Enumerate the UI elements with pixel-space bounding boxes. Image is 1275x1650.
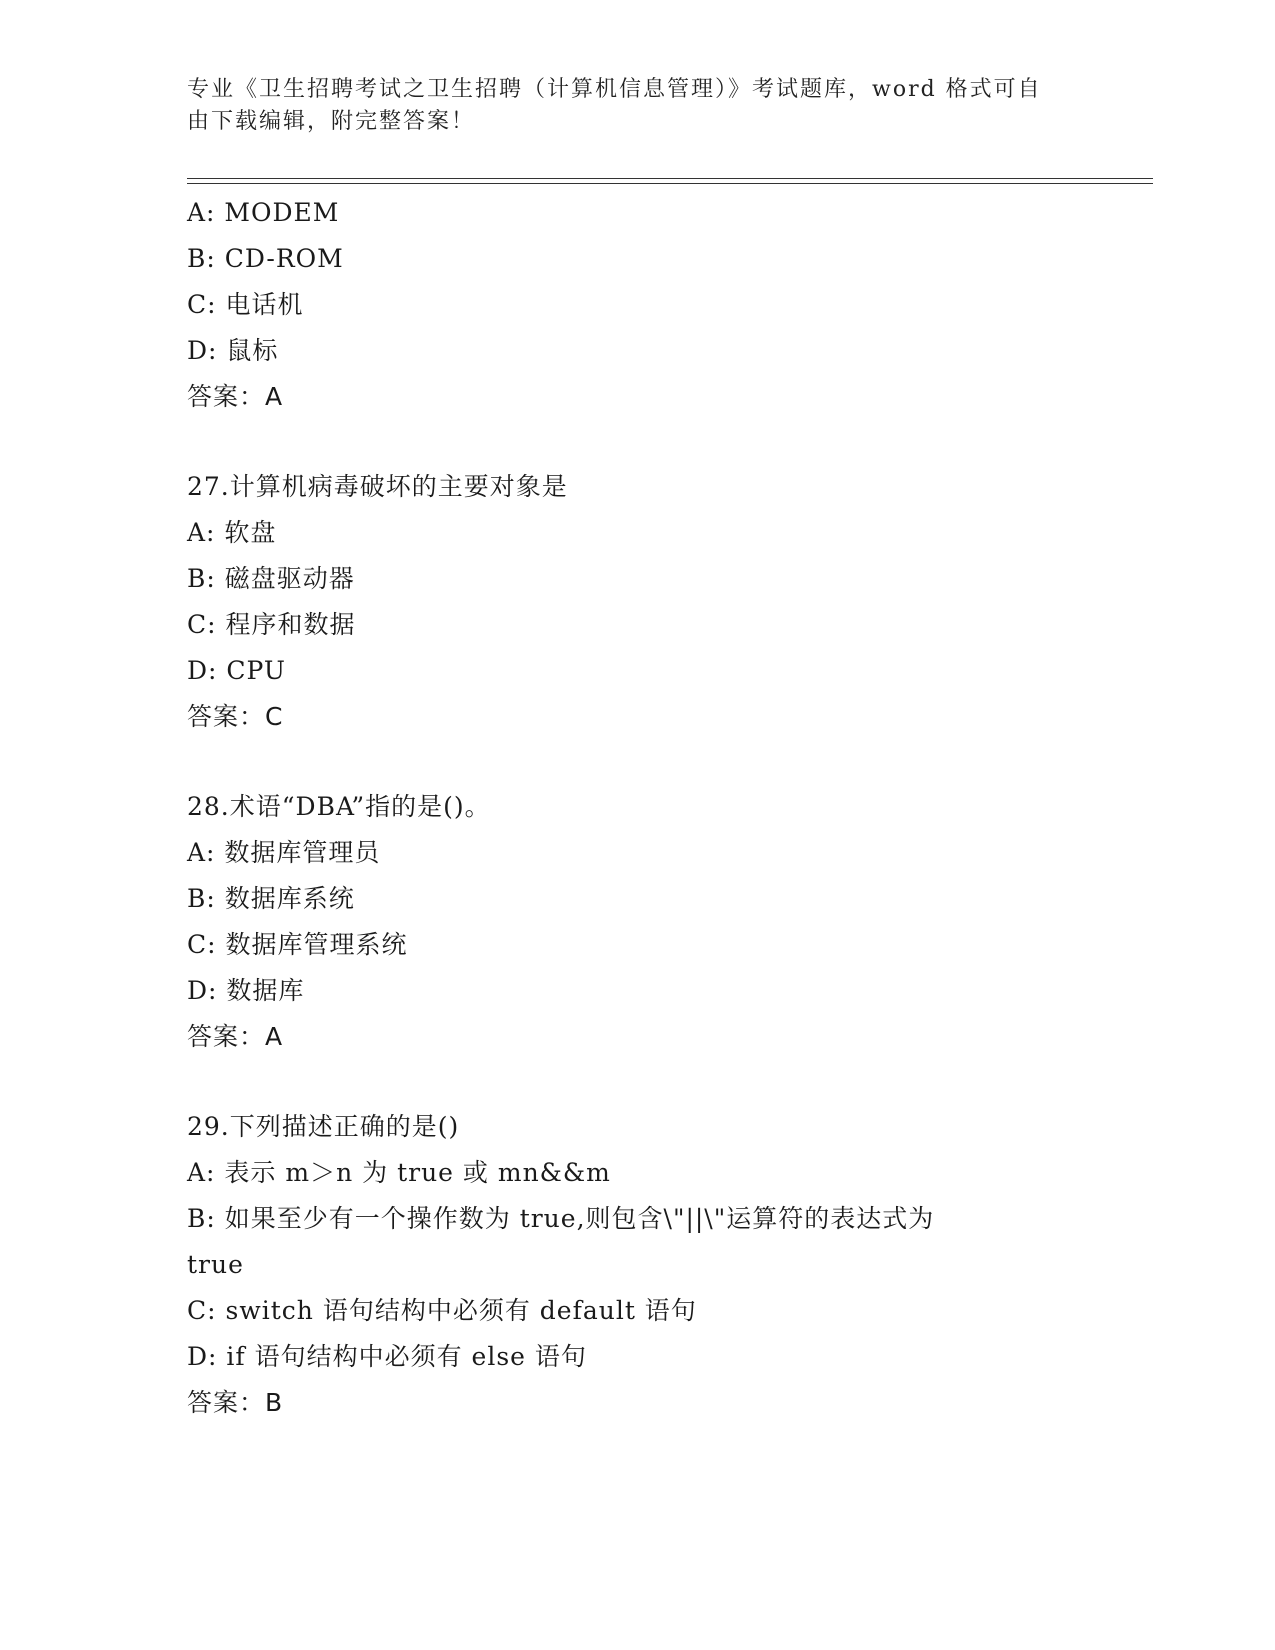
header-divider-bottom bbox=[187, 183, 1153, 184]
q28-option-c: C: 数据库管理系统 bbox=[187, 930, 408, 959]
question-27-block bbox=[187, 464, 1087, 740]
document-header bbox=[187, 74, 1087, 138]
q26-option-b: B: CD-ROM bbox=[187, 244, 344, 273]
q28-question: 28.术语“DBA”指的是()。 bbox=[187, 792, 491, 821]
q29-option-c: C: switch 语句结构中必须有 default 语句 bbox=[187, 1296, 697, 1325]
q28-answer: 答案：A bbox=[187, 1022, 284, 1051]
q29-option-b: B: 如果至少有一个操作数为 true,则包含\"||\"运算符的表达式为 bbox=[187, 1204, 935, 1233]
spacer bbox=[187, 420, 1087, 464]
question-26-block bbox=[187, 190, 1087, 420]
header-line-1: 专业《卫生招聘考试之卫生招聘（计算机信息管理）》考试题库，word 格式可自 bbox=[187, 77, 1042, 102]
spacer bbox=[187, 740, 1087, 784]
q29-option-a: A: 表示 m＞n 为 true 或 mn&&m bbox=[187, 1158, 611, 1187]
q26-answer: 答案：A bbox=[187, 382, 284, 411]
q26-option-a: A: MODEM bbox=[187, 198, 340, 227]
question-list bbox=[187, 190, 1087, 1426]
q27-option-d: D: CPU bbox=[187, 656, 286, 685]
q28-option-a: A: 数据库管理员 bbox=[187, 838, 381, 867]
q27-option-c: C: 程序和数据 bbox=[187, 610, 356, 639]
q26-option-c: C: 电话机 bbox=[187, 290, 304, 319]
spacer bbox=[187, 1060, 1087, 1104]
q29-option-b-continued: true bbox=[187, 1250, 244, 1279]
question-29-block bbox=[187, 1104, 1087, 1426]
header-line-2: 由下载编辑，附完整答案！ bbox=[187, 109, 476, 134]
q27-answer: 答案：C bbox=[187, 702, 284, 731]
q28-option-b: B: 数据库系统 bbox=[187, 884, 355, 913]
q29-option-d: D: if 语句结构中必须有 else 语句 bbox=[187, 1342, 587, 1371]
question-28-block bbox=[187, 784, 1087, 1060]
header-divider-top bbox=[187, 178, 1153, 179]
q28-option-d: D: 数据库 bbox=[187, 976, 305, 1005]
q26-option-d: D: 鼠标 bbox=[187, 336, 279, 365]
q27-option-a: A: 软盘 bbox=[187, 518, 277, 547]
q29-question: 29.下列描述正确的是() bbox=[187, 1112, 460, 1141]
q27-question: 27.计算机病毒破坏的主要对象是 bbox=[187, 472, 568, 501]
q29-answer: 答案：B bbox=[187, 1388, 284, 1417]
q27-option-b: B: 磁盘驱动器 bbox=[187, 564, 355, 593]
